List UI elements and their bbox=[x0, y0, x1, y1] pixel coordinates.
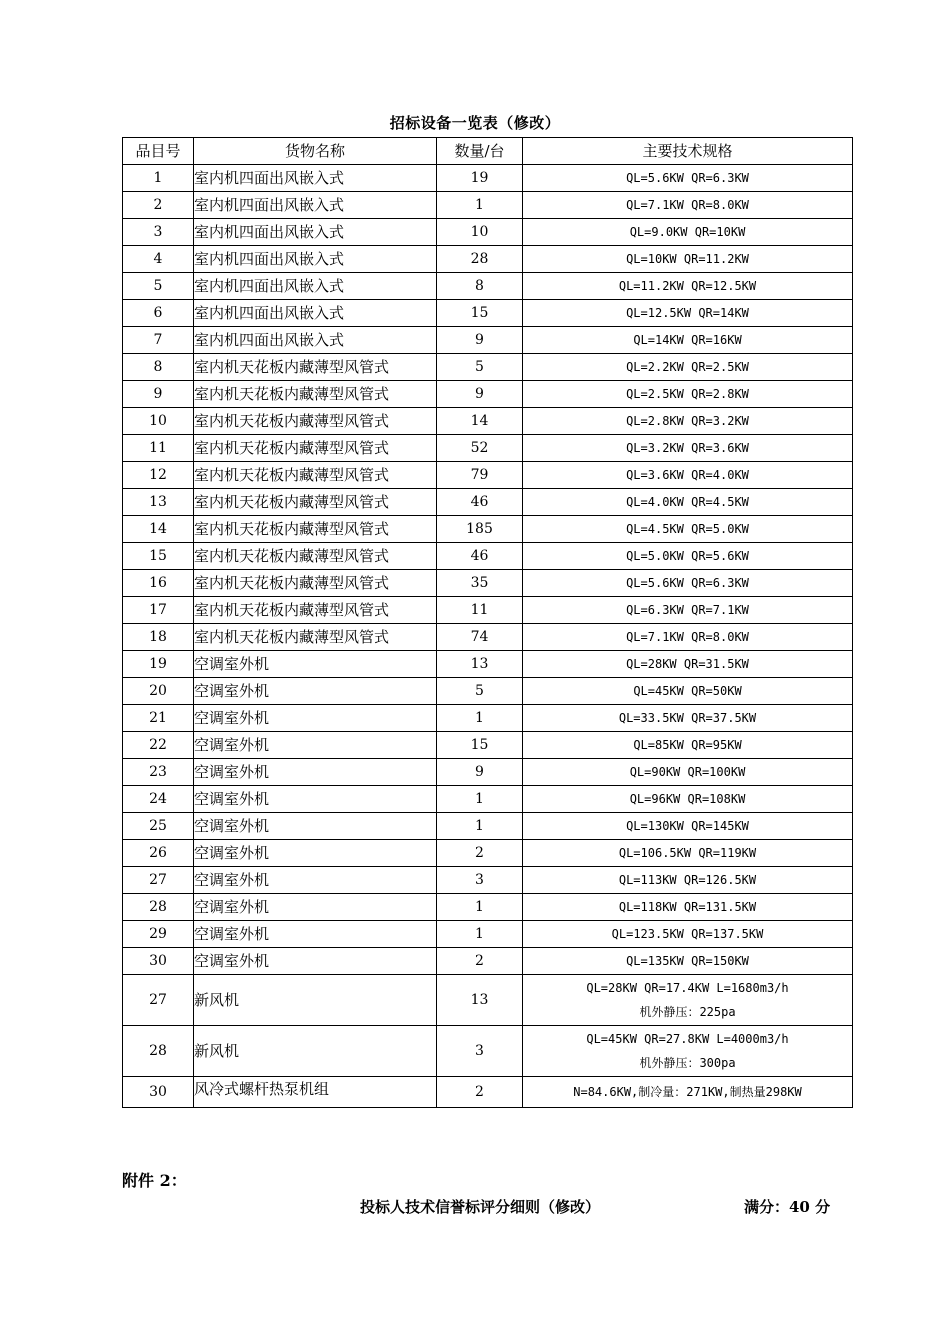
cell-item-no: 26 bbox=[123, 840, 194, 867]
cell-spec: QL=96KW QR=108KW bbox=[523, 786, 853, 813]
table-row bbox=[123, 435, 853, 462]
cell-goods-name: 室内机天花板内藏薄型风管式 bbox=[194, 543, 437, 570]
scoring-title: 投标人技术信誉标评分细则（修改） bbox=[360, 1198, 601, 1216]
table-row bbox=[123, 678, 853, 705]
cell-quantity: 79 bbox=[437, 462, 523, 489]
table-title: 招标设备一览表（修改） bbox=[389, 114, 561, 132]
table-row bbox=[123, 867, 853, 894]
cell-item-no: 10 bbox=[123, 408, 194, 435]
table-row bbox=[123, 624, 853, 651]
table-row bbox=[123, 732, 853, 759]
table-row bbox=[123, 219, 853, 246]
cell-item-no: 28 bbox=[123, 1026, 194, 1077]
cell-spec: QL=2.8KW QR=3.2KW bbox=[523, 408, 853, 435]
cell-spec: QL=7.1KW QR=8.0KW bbox=[523, 624, 853, 651]
attachment-label: 附件 2： bbox=[122, 1171, 187, 1190]
cell-spec: QL=12.5KW QR=14KW bbox=[523, 300, 853, 327]
table-row bbox=[123, 921, 853, 948]
cell-item-no: 29 bbox=[123, 921, 194, 948]
cell-quantity: 2 bbox=[437, 948, 523, 975]
cell-quantity: 1 bbox=[437, 705, 523, 732]
cell-quantity: 9 bbox=[437, 381, 523, 408]
table-row bbox=[123, 1026, 853, 1077]
cell-item-no: 15 bbox=[123, 543, 194, 570]
cell-spec bbox=[523, 1026, 853, 1077]
cell-goods-name: 室内机天花板内藏薄型风管式 bbox=[194, 597, 437, 624]
cell-goods-name: 室内机天花板内藏薄型风管式 bbox=[194, 624, 437, 651]
cell-goods-name: 空调室外机 bbox=[194, 678, 437, 705]
table-row bbox=[123, 975, 853, 1026]
cell-item-no: 1 bbox=[123, 165, 194, 192]
cell-goods-name: 室内机四面出风嵌入式 bbox=[194, 165, 437, 192]
cell-quantity: 185 bbox=[437, 516, 523, 543]
cell-quantity: 13 bbox=[437, 651, 523, 678]
cell-goods-name: 室内机天花板内藏薄型风管式 bbox=[194, 381, 437, 408]
cell-goods-name: 空调室外机 bbox=[194, 732, 437, 759]
cell-goods-name: 室内机天花板内藏薄型风管式 bbox=[194, 354, 437, 381]
cell-item-no: 18 bbox=[123, 624, 194, 651]
cell-quantity: 46 bbox=[437, 489, 523, 516]
cell-spec: QL=4.0KW QR=4.5KW bbox=[523, 489, 853, 516]
cell-quantity: 15 bbox=[437, 732, 523, 759]
table-row bbox=[123, 462, 853, 489]
table-row bbox=[123, 516, 853, 543]
cell-goods-name: 新风机 bbox=[194, 975, 437, 1026]
table-row bbox=[123, 381, 853, 408]
cell-quantity: 3 bbox=[437, 867, 523, 894]
cell-goods-name: 室内机四面出风嵌入式 bbox=[194, 219, 437, 246]
cell-spec: QL=3.6KW QR=4.0KW bbox=[523, 462, 853, 489]
cell-spec: QL=7.1KW QR=8.0KW bbox=[523, 192, 853, 219]
cell-quantity: 1 bbox=[437, 813, 523, 840]
cell-item-no: 22 bbox=[123, 732, 194, 759]
cell-item-no: 3 bbox=[123, 219, 194, 246]
cell-item-no: 2 bbox=[123, 192, 194, 219]
header-quantity: 数量/台 bbox=[437, 138, 523, 165]
cell-spec: QL=6.3KW QR=7.1KW bbox=[523, 597, 853, 624]
cell-spec: QL=3.2KW QR=3.6KW bbox=[523, 435, 853, 462]
table-row bbox=[123, 840, 853, 867]
table-row bbox=[123, 246, 853, 273]
cell-spec: QL=85KW QR=95KW bbox=[523, 732, 853, 759]
cell-item-no: 30 bbox=[123, 948, 194, 975]
cell-item-no: 28 bbox=[123, 894, 194, 921]
table-header-row bbox=[123, 138, 853, 165]
cell-spec: QL=11.2KW QR=12.5KW bbox=[523, 273, 853, 300]
cell-spec: QL=28KW QR=31.5KW bbox=[523, 651, 853, 678]
cell-spec: QL=2.2KW QR=2.5KW bbox=[523, 354, 853, 381]
cell-goods-name: 空调室外机 bbox=[194, 921, 437, 948]
cell-item-no: 7 bbox=[123, 327, 194, 354]
table-row bbox=[123, 489, 853, 516]
cell-item-no: 8 bbox=[123, 354, 194, 381]
cell-quantity: 2 bbox=[437, 1077, 523, 1108]
cell-spec: QL=9.0KW QR=10KW bbox=[523, 219, 853, 246]
cell-item-no: 21 bbox=[123, 705, 194, 732]
cell-spec: QL=123.5KW QR=137.5KW bbox=[523, 921, 853, 948]
cell-quantity: 1 bbox=[437, 894, 523, 921]
table-row bbox=[123, 327, 853, 354]
cell-quantity: 5 bbox=[437, 354, 523, 381]
cell-quantity: 74 bbox=[437, 624, 523, 651]
cell-quantity: 1 bbox=[437, 921, 523, 948]
cell-spec: QL=130KW QR=145KW bbox=[523, 813, 853, 840]
cell-spec: QL=106.5KW QR=119KW bbox=[523, 840, 853, 867]
spec-line: QL=28KW QR=17.4KW L=1680m3/h bbox=[586, 981, 789, 995]
table-row bbox=[123, 570, 853, 597]
table-row bbox=[123, 165, 853, 192]
cell-goods-name: 空调室外机 bbox=[194, 813, 437, 840]
cell-goods-name: 室内机四面出风嵌入式 bbox=[194, 192, 437, 219]
table-row bbox=[123, 354, 853, 381]
table-row bbox=[123, 1077, 853, 1108]
cell-item-no: 24 bbox=[123, 786, 194, 813]
cell-spec: QL=10KW QR=11.2KW bbox=[523, 246, 853, 273]
cell-goods-name: 空调室外机 bbox=[194, 651, 437, 678]
cell-goods-name: 空调室外机 bbox=[194, 948, 437, 975]
table-row bbox=[123, 192, 853, 219]
cell-spec bbox=[523, 975, 853, 1026]
cell-quantity: 11 bbox=[437, 597, 523, 624]
cell-goods-name: 室内机四面出风嵌入式 bbox=[194, 300, 437, 327]
table-row bbox=[123, 786, 853, 813]
cell-goods-name: 室内机四面出风嵌入式 bbox=[194, 246, 437, 273]
header-spec: 主要技术规格 bbox=[523, 138, 853, 165]
cell-goods-name: 室内机天花板内藏薄型风管式 bbox=[194, 489, 437, 516]
cell-spec: QL=2.5KW QR=2.8KW bbox=[523, 381, 853, 408]
cell-spec: QL=5.0KW QR=5.6KW bbox=[523, 543, 853, 570]
spec-static-pressure: 机外静压：225pa bbox=[639, 1005, 736, 1019]
table-body bbox=[123, 165, 853, 1108]
cell-goods-name: 空调室外机 bbox=[194, 867, 437, 894]
cell-quantity: 15 bbox=[437, 300, 523, 327]
cell-item-no: 14 bbox=[123, 516, 194, 543]
table-row bbox=[123, 894, 853, 921]
cell-spec: QL=45KW QR=50KW bbox=[523, 678, 853, 705]
cell-goods-name: 空调室外机 bbox=[194, 840, 437, 867]
cell-quantity: 46 bbox=[437, 543, 523, 570]
cell-spec: QL=4.5KW QR=5.0KW bbox=[523, 516, 853, 543]
cell-item-no: 25 bbox=[123, 813, 194, 840]
cell-item-no: 27 bbox=[123, 867, 194, 894]
spec-static-pressure: 机外静压：300pa bbox=[639, 1056, 736, 1070]
cell-quantity: 1 bbox=[437, 786, 523, 813]
cell-quantity: 13 bbox=[437, 975, 523, 1026]
cell-quantity: 19 bbox=[437, 165, 523, 192]
cell-item-no: 6 bbox=[123, 300, 194, 327]
cell-spec: QL=90KW QR=100KW bbox=[523, 759, 853, 786]
cell-item-no: 11 bbox=[123, 435, 194, 462]
table-row bbox=[123, 651, 853, 678]
cell-item-no: 9 bbox=[123, 381, 194, 408]
table-row bbox=[123, 543, 853, 570]
cell-item-no: 20 bbox=[123, 678, 194, 705]
spec-line: QL=45KW QR=27.8KW L=4000m3/h bbox=[586, 1032, 789, 1046]
cell-spec: QL=33.5KW QR=37.5KW bbox=[523, 705, 853, 732]
cell-item-no: 4 bbox=[123, 246, 194, 273]
cell-quantity: 10 bbox=[437, 219, 523, 246]
table-row bbox=[123, 705, 853, 732]
cell-spec: QL=113KW QR=126.5KW bbox=[523, 867, 853, 894]
cell-item-no: 23 bbox=[123, 759, 194, 786]
table-row bbox=[123, 408, 853, 435]
table-row bbox=[123, 759, 853, 786]
equipment-table bbox=[122, 137, 853, 1108]
cell-spec: QL=118KW QR=131.5KW bbox=[523, 894, 853, 921]
cell-quantity: 52 bbox=[437, 435, 523, 462]
table-row bbox=[123, 300, 853, 327]
cell-goods-name: 新风机 bbox=[194, 1026, 437, 1077]
cell-item-no: 13 bbox=[123, 489, 194, 516]
table-row bbox=[123, 597, 853, 624]
table-row bbox=[123, 948, 853, 975]
cell-goods-name: 室内机天花板内藏薄型风管式 bbox=[194, 462, 437, 489]
cell-spec: QL=14KW QR=16KW bbox=[523, 327, 853, 354]
cell-goods-name: 空调室外机 bbox=[194, 759, 437, 786]
cell-quantity: 8 bbox=[437, 273, 523, 300]
table-row bbox=[123, 273, 853, 300]
header-item-no: 品目号 bbox=[123, 138, 194, 165]
cell-spec: QL=5.6KW QR=6.3KW bbox=[523, 570, 853, 597]
cell-quantity: 3 bbox=[437, 1026, 523, 1077]
cell-quantity: 35 bbox=[437, 570, 523, 597]
cell-quantity: 14 bbox=[437, 408, 523, 435]
cell-quantity: 28 bbox=[437, 246, 523, 273]
cell-item-no: 5 bbox=[123, 273, 194, 300]
cell-quantity: 1 bbox=[437, 192, 523, 219]
cell-quantity: 9 bbox=[437, 759, 523, 786]
cell-spec: QL=135KW QR=150KW bbox=[523, 948, 853, 975]
cell-item-no: 30 bbox=[123, 1077, 194, 1108]
full-score: 满分：40 分 bbox=[744, 1198, 831, 1216]
cell-goods-name: 室内机天花板内藏薄型风管式 bbox=[194, 408, 437, 435]
cell-goods-name: 空调室外机 bbox=[194, 705, 437, 732]
cell-item-no: 17 bbox=[123, 597, 194, 624]
cell-spec: N=84.6KW,制冷量：271KW,制热量298KW bbox=[523, 1077, 853, 1108]
cell-goods-name: 室内机天花板内藏薄型风管式 bbox=[194, 570, 437, 597]
cell-goods-name: 室内机天花板内藏薄型风管式 bbox=[194, 516, 437, 543]
cell-goods-name: 室内机天花板内藏薄型风管式 bbox=[194, 435, 437, 462]
cell-goods-name: 空调室外机 bbox=[194, 786, 437, 813]
cell-goods-name: 室内机四面出风嵌入式 bbox=[194, 273, 437, 300]
table-row bbox=[123, 813, 853, 840]
cell-quantity: 2 bbox=[437, 840, 523, 867]
cell-goods-name: 室内机四面出风嵌入式 bbox=[194, 327, 437, 354]
cell-goods-name: 空调室外机 bbox=[194, 894, 437, 921]
cell-item-no: 16 bbox=[123, 570, 194, 597]
cell-quantity: 5 bbox=[437, 678, 523, 705]
cell-spec: QL=5.6KW QR=6.3KW bbox=[523, 165, 853, 192]
cell-item-no: 27 bbox=[123, 975, 194, 1026]
cell-item-no: 19 bbox=[123, 651, 194, 678]
cell-item-no: 12 bbox=[123, 462, 194, 489]
header-goods-name: 货物名称 bbox=[194, 138, 437, 165]
cell-quantity: 9 bbox=[437, 327, 523, 354]
cell-goods-name: 风冷式螺杆热泵机组 bbox=[194, 1077, 437, 1108]
